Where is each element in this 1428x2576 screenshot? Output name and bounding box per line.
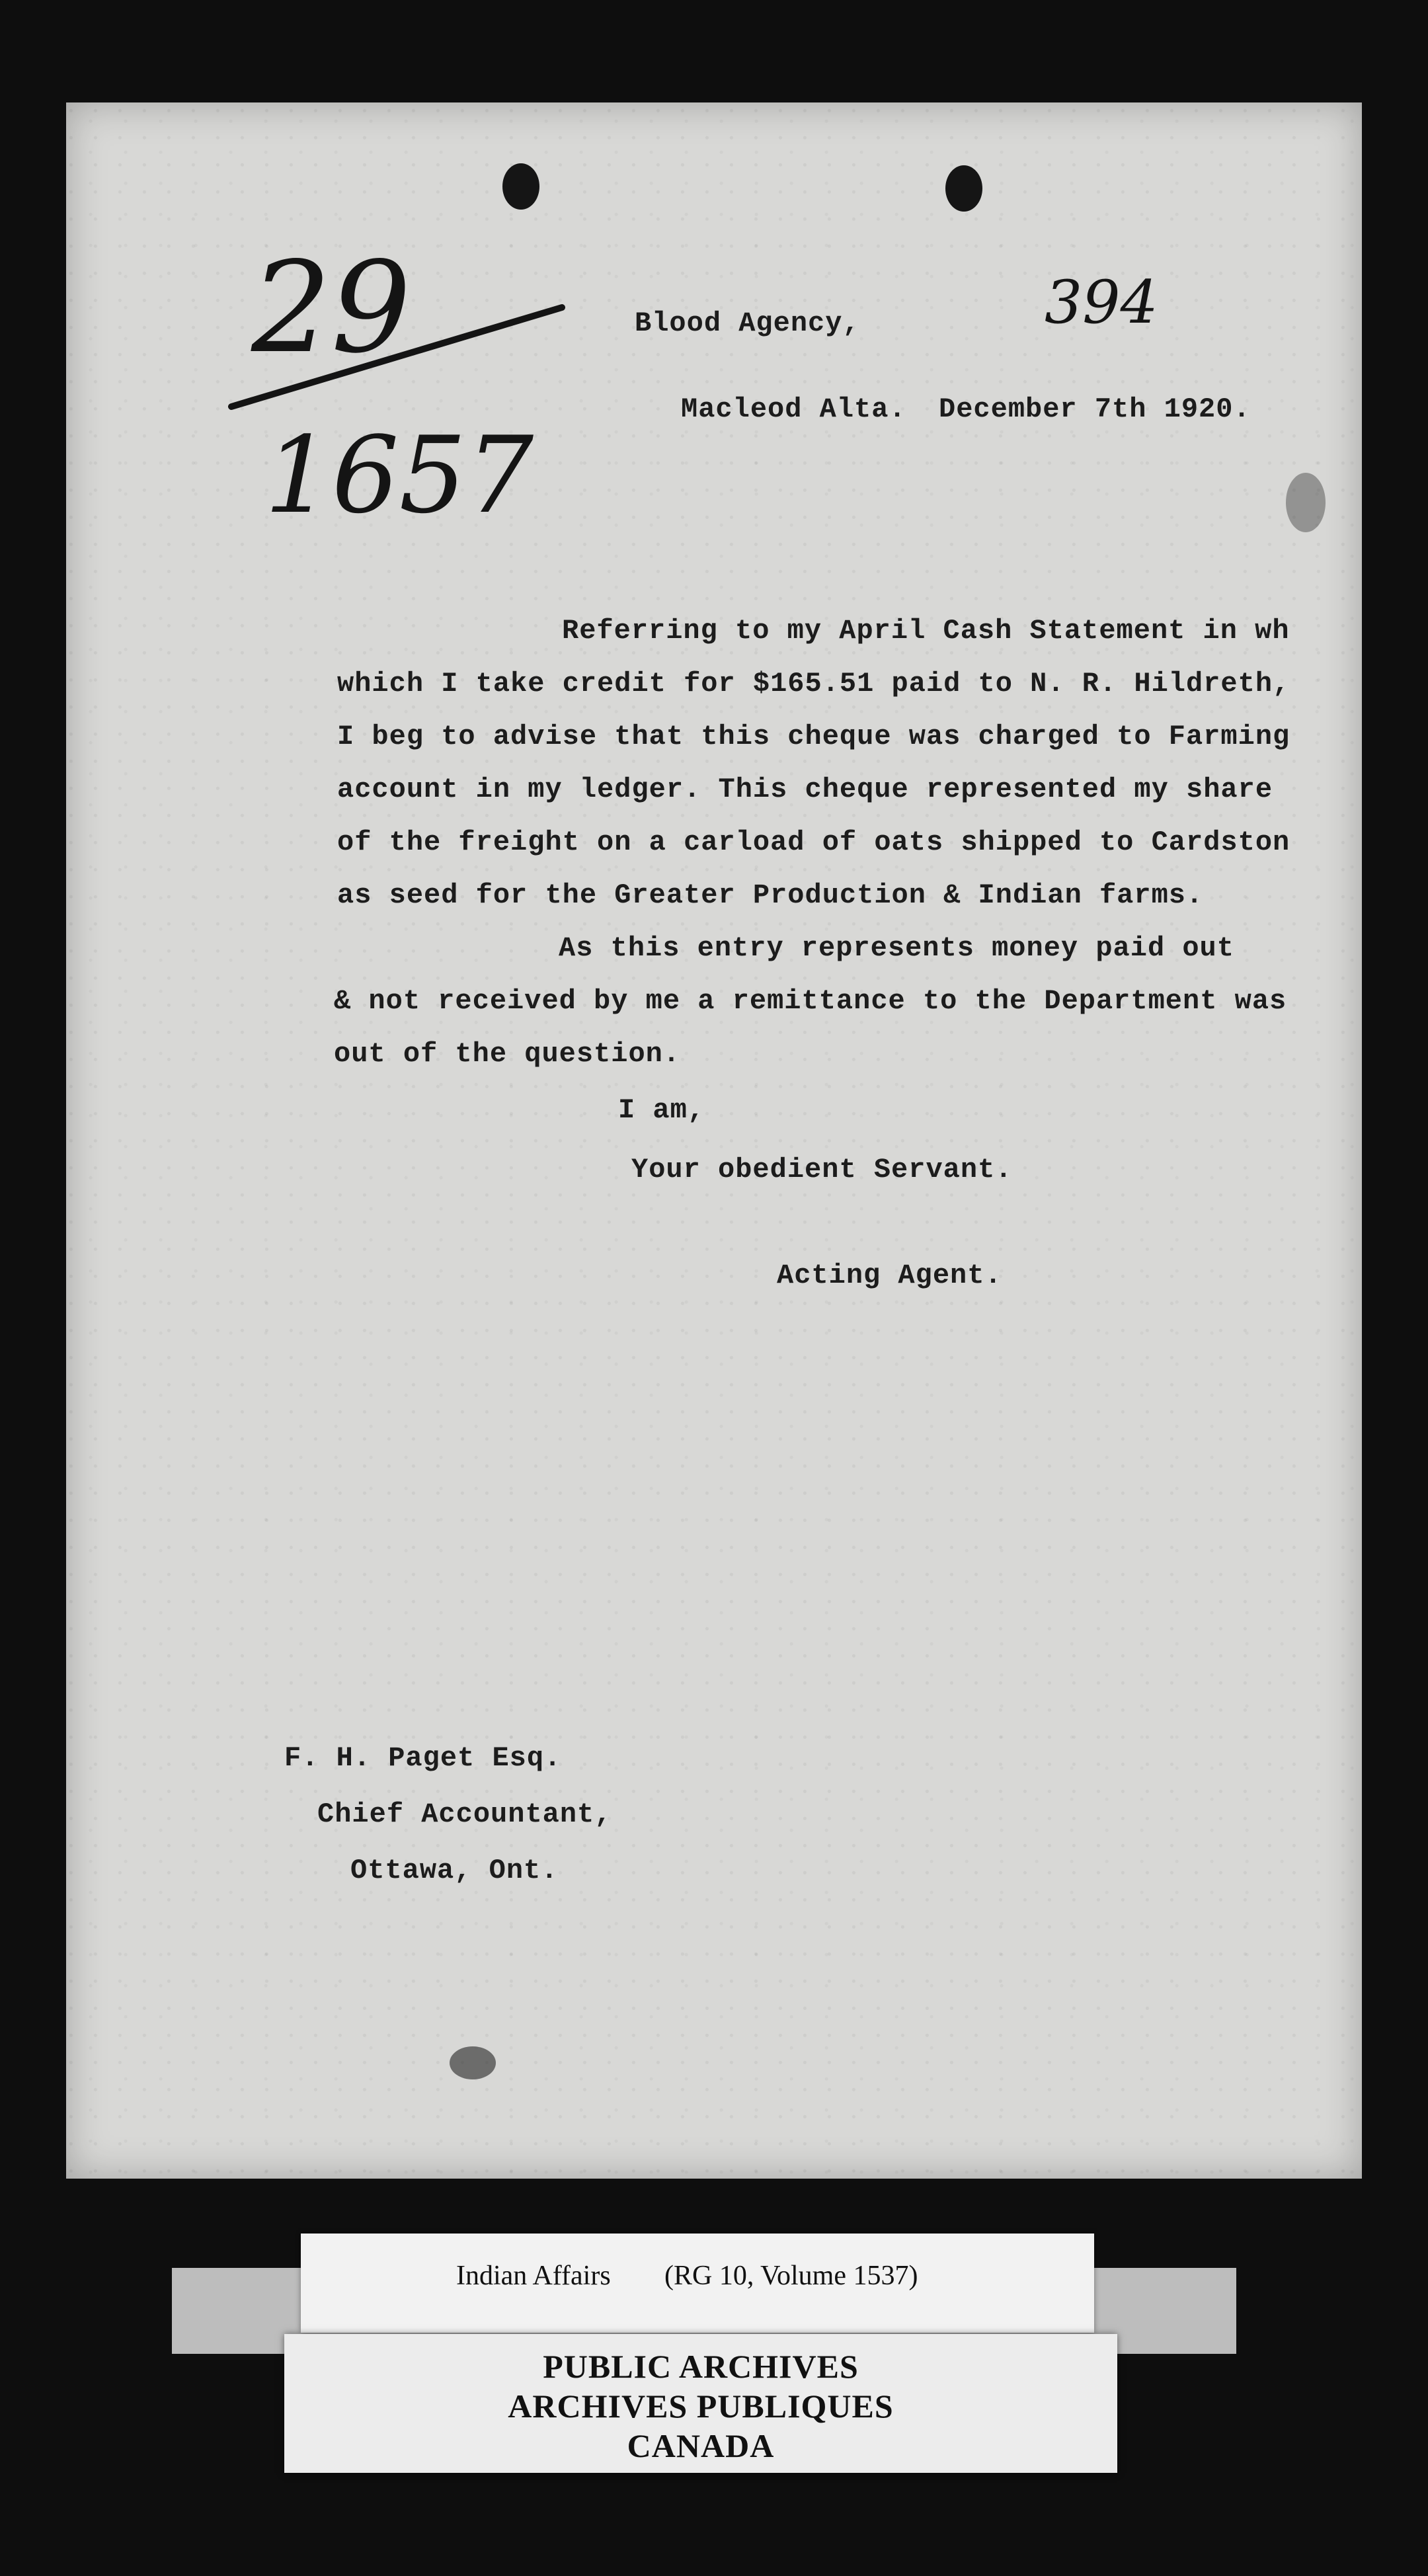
body-line: account in my ledger. This cheque represented my share: [337, 774, 1273, 805]
archive-reference: (RG 10, Volume 1537): [664, 2261, 918, 2291]
recipient-name: F. H. Paget Esq.: [284, 1742, 562, 1774]
file-number-stroke: [225, 301, 569, 420]
signature-title: Acting Agent.: [777, 1260, 1002, 1291]
letter-page: [66, 102, 1362, 2179]
punch-hole-right: [945, 165, 982, 212]
stamp-line-3: CANADA: [627, 2427, 775, 2464]
body-line: as seed for the Greater Production & Indian farms.: [337, 879, 1204, 911]
body-line: As this entry represents money paid out: [559, 932, 1234, 964]
file-number-top: 29: [251, 235, 411, 381]
recipient-title: Chief Accountant,: [317, 1798, 612, 1830]
place-line: Macleod Alta.: [681, 393, 906, 425]
body-line: which I take credit for $165.51 paid to N. R. Hildreth,: [337, 668, 1290, 700]
archive-collection: Indian Affairs: [456, 2261, 611, 2291]
letter-date: December 7th 1920.: [939, 393, 1251, 425]
body-line: & not received by me a remittance to the Department was: [334, 985, 1287, 1017]
stamp-line-1: PUBLIC ARCHIVES: [543, 2348, 859, 2385]
recipient-location: Ottawa, Ont.: [350, 1855, 559, 1886]
closing-line: I am,: [618, 1094, 705, 1126]
file-number-bottom: 1657: [264, 413, 534, 537]
salutation-line: Your obedient Servant.: [631, 1154, 1013, 1186]
body-line: Referring to my April Cash Statement in wh: [562, 615, 1290, 647]
ink-smudge: [1286, 473, 1326, 532]
punch-hole-left: [502, 163, 539, 210]
stamp-line-2: ARCHIVES PUBLIQUES: [508, 2388, 894, 2425]
ink-smudge: [450, 2046, 496, 2079]
archive-label: [301, 2234, 1094, 2333]
archive-stamp: [284, 2334, 1117, 2473]
agency-name: Blood Agency,: [635, 307, 860, 339]
body-line: of the freight on a carload of oats shipped to Cardston: [337, 826, 1290, 858]
body-line: I beg to advise that this cheque was charged to Farming: [337, 721, 1290, 752]
page-number: 394: [1045, 268, 1158, 337]
body-line: out of the question.: [334, 1038, 681, 1070]
